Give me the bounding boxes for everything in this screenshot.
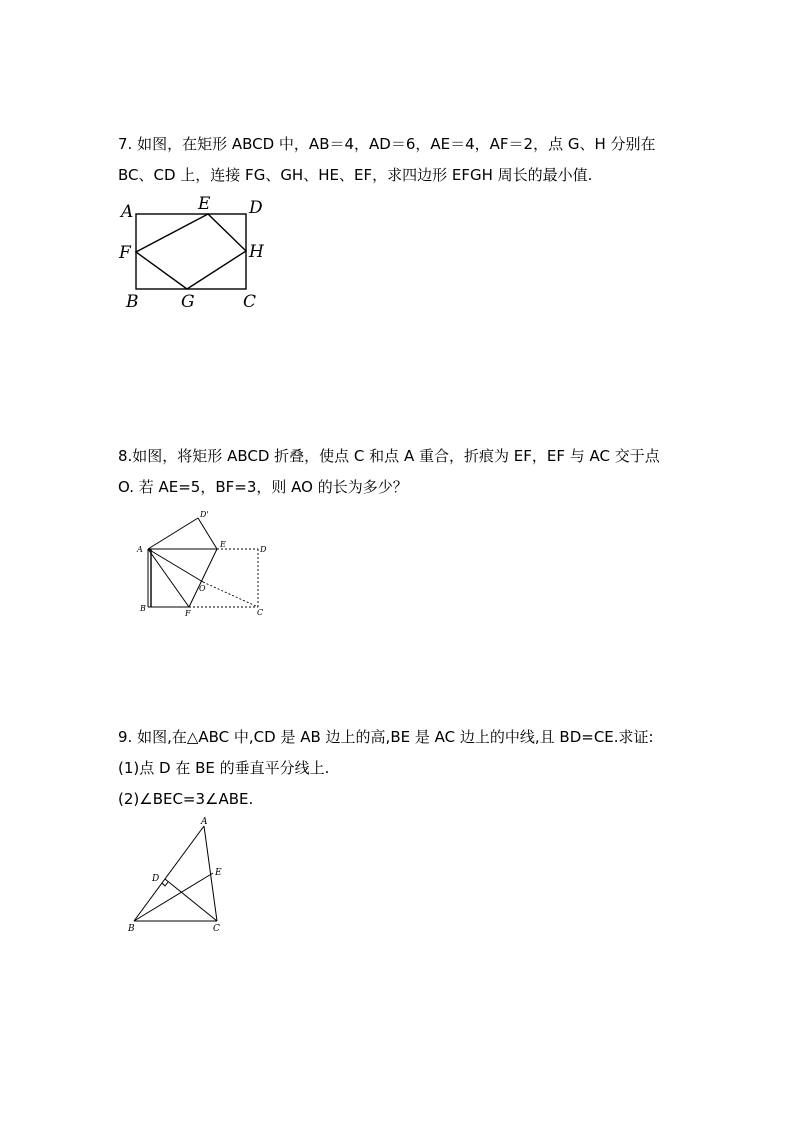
problem-8-text-line-2: O. 若 AE=5，BF=3，则 AO 的长为多少？ [118,478,408,496]
label-c: C [213,924,220,934]
problem-9-text-line-1: 9. 如图,在△ABC 中,CD 是 AB 边上的高,BE 是 AC 边上的中线,且 BD=CE.求证: [118,728,654,746]
quadrilateral-efgh [136,214,246,289]
label-a: A [121,202,134,222]
problem-9-figure-triangle [122,812,232,937]
problem-8-figure-folded-rectangle [132,505,277,620]
label-a: A [201,817,208,827]
label-f: F [185,609,191,618]
label-d: D [249,198,263,218]
label-h: H [249,242,264,262]
label-o: O [199,584,206,593]
label-e: E [215,868,222,878]
label-c: C [257,608,264,617]
label-b: B [128,924,135,934]
label-b: B [126,292,139,312]
problem-7-text-line-2: BC、CD 上，连接 FG、GH、HE、EF，求四边形 EFGH 周长的最小值. [118,166,593,184]
label-d: D [152,874,160,884]
problem-9-text-line-3: (2)∠BEC=3∠ABE. [118,790,254,808]
label-c: C [243,292,257,312]
label-d-prime: D' [200,510,209,519]
problem-9-text-line-2: (1)点 D 在 BE 的垂直平分线上. [118,759,330,777]
label-g: G [181,292,195,312]
label-a: A [137,545,143,554]
rectangle-abcd [136,214,246,289]
problem-7-figure-rectangle [112,190,282,315]
problem-7-text-line-1: 7. 如图，在矩形 ABCD 中，AB＝4，AD＝6，AE＝4，AF＝2，点 G、H 分别在 [118,135,656,153]
label-e: E [198,194,211,214]
label-b: B [140,604,146,613]
label-e: E [220,540,226,549]
label-d: D [260,545,267,554]
label-f: F [119,243,131,263]
problem-8-text-line-1: 8.如图，将矩形 ABCD 折叠，使点 C 和点 A 重合，折痕为 EF，EF 与 AC 交于点 [118,447,660,465]
